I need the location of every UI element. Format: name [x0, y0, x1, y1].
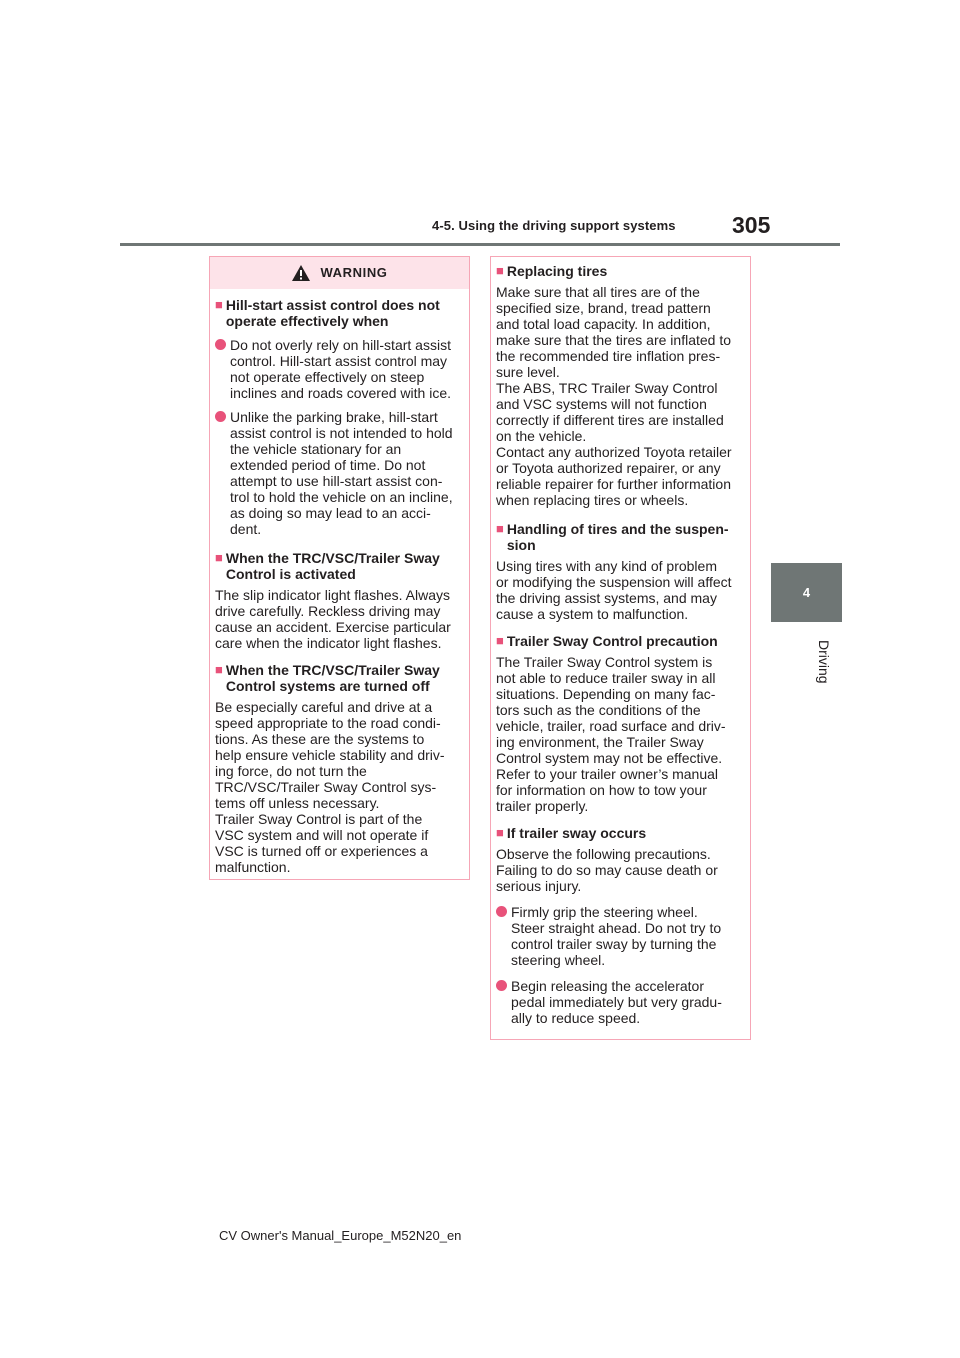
- text-line: ing force, do not turn the: [215, 763, 367, 779]
- text-line: Handling of tires and the suspen-: [506, 521, 729, 537]
- text-line: Trailer Sway Control is part of the: [215, 811, 423, 827]
- text-line: make sure that the tires are inflated to: [496, 332, 732, 348]
- text-line: The ABS, TRC Trailer Sway Control: [496, 380, 718, 396]
- text-line: If trailer sway occurs: [506, 825, 647, 841]
- text-line: not able to reduce trailer sway in all: [496, 670, 716, 686]
- text-line: vehicle, trailer, road surface and driv-: [496, 718, 726, 734]
- text-line: When the TRC/VSC/Trailer Sway: [225, 550, 440, 566]
- text-line: correctly if different tires are installed: [496, 412, 724, 428]
- text-line: The Trailer Sway Control system is: [496, 654, 713, 670]
- bullet-item: [496, 978, 745, 1026]
- text-line: Firmly grip the steering wheel.: [511, 904, 698, 920]
- continued-warning-box: [490, 256, 751, 1040]
- paragraph: [496, 846, 745, 894]
- section-heading: [496, 263, 745, 279]
- text-line: VSC is turned off or experiences a: [215, 843, 428, 859]
- round-bullet-icon: [496, 980, 507, 991]
- text-line: tems off unless necessary.: [215, 795, 380, 811]
- text-line: Steer straight ahead. Do not try to: [511, 920, 722, 936]
- paragraph: [215, 699, 464, 875]
- text-line: and VSC systems will not function: [496, 396, 707, 412]
- section-heading: [215, 662, 464, 694]
- text-line: extended period of time. Do not: [230, 457, 426, 473]
- text-line: Failing to do so may cause death or: [496, 862, 718, 878]
- text-line: serious injury.: [496, 878, 582, 894]
- paragraph: [496, 284, 745, 508]
- text-line: Control systems are turned off: [225, 678, 430, 694]
- square-bullet-icon: ■: [496, 521, 504, 536]
- paragraph: [496, 558, 745, 622]
- text-line: steering wheel.: [511, 952, 606, 968]
- warning-header: [210, 257, 469, 289]
- square-bullet-icon: ■: [215, 662, 223, 677]
- bullet-item: [496, 904, 745, 968]
- square-bullet-icon: ■: [496, 263, 504, 278]
- section-heading: [496, 521, 745, 553]
- bullet-item: [215, 409, 464, 537]
- text-line: operate effectively when: [225, 313, 389, 329]
- text-line: and total load capacity. In addition,: [496, 316, 711, 332]
- text-line: assist control is not intended to hold: [230, 425, 453, 441]
- text-line: not operate effectively on steep: [230, 369, 425, 385]
- text-line: specified size, brand, tread pattern: [496, 300, 711, 316]
- section-heading: [215, 550, 464, 582]
- text-line: Control is activated: [225, 566, 356, 582]
- chapter-tab[interactable]: 4: [771, 563, 842, 622]
- text-line: Refer to your trailer owner’s manual: [496, 766, 719, 782]
- text-line: the driving assist systems, and may: [496, 590, 717, 606]
- text-line: care when the indicator light flashes.: [215, 635, 442, 651]
- section-heading: [215, 297, 464, 329]
- text-line: ally to reduce speed.: [511, 1010, 641, 1026]
- paragraph: [496, 654, 745, 814]
- text-line: Make sure that all tires are of the: [496, 284, 700, 300]
- text-line: tions. As these are the systems to: [215, 731, 425, 747]
- text-line: attempt to use hill-start assist con-: [230, 473, 443, 489]
- text-line: sure level.: [496, 364, 560, 380]
- text-line: reliable repairer for further information: [496, 476, 731, 492]
- text-line: help ensure vehicle stability and driv-: [215, 747, 445, 763]
- text-line: tors such as the conditions of the: [496, 702, 701, 718]
- text-line: Using tires with any kind of problem: [496, 558, 717, 574]
- text-line: or modifying the suspension will affect: [496, 574, 732, 590]
- text-line: for information on how to tow your: [496, 782, 707, 798]
- text-line: Begin releasing the accelerator: [511, 978, 705, 994]
- text-line: cause an accident. Exercise particular: [215, 619, 451, 635]
- footer-manual-id: CV Owner's Manual_Europe_M52N20_en: [219, 1228, 462, 1243]
- text-line: Unlike the parking brake, hill-start: [230, 409, 438, 425]
- text-line: pedal immediately but very gradu-: [511, 994, 722, 1010]
- round-bullet-icon: [496, 906, 507, 917]
- text-line: cause a system to malfunction.: [496, 606, 689, 622]
- text-line: control trailer sway by turning the: [511, 936, 717, 952]
- text-line: on the vehicle.: [496, 428, 587, 444]
- section-heading: [496, 633, 745, 649]
- text-line: or Toyota authorized repairer, or any: [496, 460, 721, 476]
- text-line: control. Hill-start assist control may: [230, 353, 448, 369]
- text-line: speed appropriate to the road condi-: [215, 715, 441, 731]
- warning-box: [209, 256, 470, 880]
- text-line: trailer properly.: [496, 798, 589, 814]
- text-line: trol to hold the vehicle on an incline,: [230, 489, 453, 505]
- text-line: the recommended tire inflation pres-: [496, 348, 721, 364]
- text-line: inclines and roads covered with ice.: [230, 385, 452, 401]
- section-title: 4-5. Using the driving support systems: [432, 218, 676, 233]
- text-line: dent.: [230, 521, 262, 537]
- text-line: malfunction.: [215, 859, 291, 875]
- section-heading: [496, 825, 745, 841]
- text-line: Trailer Sway Control precaution: [506, 633, 718, 649]
- text-line: Be especially careful and drive at a: [215, 699, 433, 715]
- bullet-item: [215, 337, 464, 401]
- text-line: situations. Depending on many fac-: [496, 686, 716, 702]
- warning-triangle-icon: [291, 264, 311, 282]
- text-line: TRC/VSC/Trailer Sway Control sys-: [215, 779, 437, 795]
- paragraph: [215, 587, 464, 651]
- round-bullet-icon: [215, 339, 226, 350]
- text-line: The slip indicator light flashes. Always: [215, 587, 450, 603]
- text-line: When the TRC/VSC/Trailer Sway: [225, 662, 440, 678]
- text-line: Contact any authorized Toyota retailer: [496, 444, 732, 460]
- text-line: VSC system and will not operate if: [215, 827, 429, 843]
- text-line: Observe the following precautions.: [496, 846, 711, 862]
- header-divider: [120, 243, 840, 246]
- text-line: ing environment, the Trailer Sway: [496, 734, 704, 750]
- text-line: sion: [506, 537, 536, 553]
- square-bullet-icon: ■: [215, 297, 223, 312]
- square-bullet-icon: ■: [215, 550, 223, 565]
- chapter-label: Driving: [816, 640, 832, 684]
- square-bullet-icon: ■: [496, 825, 504, 840]
- text-line: Do not overly rely on hill-start assist: [230, 337, 451, 353]
- text-line: the vehicle stationary for an: [230, 441, 402, 457]
- text-line: Hill-start assist control does not: [225, 297, 440, 313]
- text-line: Replacing tires: [506, 263, 608, 279]
- text-line: drive carefully. Reckless driving may: [215, 603, 441, 619]
- text-line: when replacing tires or wheels.: [496, 492, 689, 508]
- warning-label: WARNING: [320, 265, 388, 280]
- text-line: Control system may not be effective.: [496, 750, 723, 766]
- round-bullet-icon: [215, 411, 226, 422]
- square-bullet-icon: ■: [496, 633, 504, 648]
- page-number: 305: [732, 212, 771, 238]
- text-line: as doing so may lead to an acci-: [230, 505, 431, 521]
